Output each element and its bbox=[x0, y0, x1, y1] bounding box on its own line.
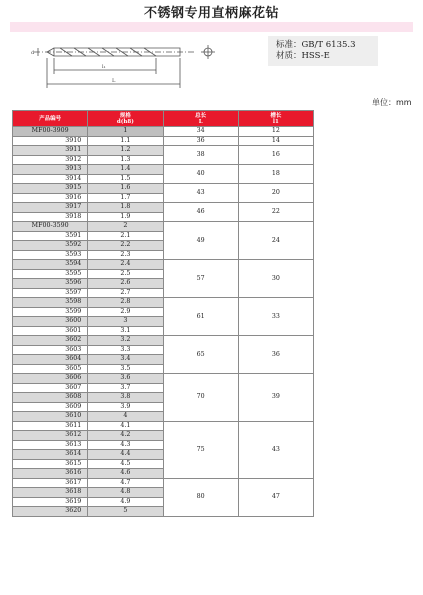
total-length-cell: 34 bbox=[163, 127, 238, 137]
header-sub: d(h8) bbox=[116, 118, 134, 125]
product-code-cell: 3607 bbox=[13, 383, 88, 393]
diameter-cell: 4.6 bbox=[88, 469, 163, 479]
page-title: 不锈钢专用直柄麻花钻 bbox=[143, 6, 279, 21]
flute-length-cell: 18 bbox=[238, 165, 313, 184]
header-label: 规格 bbox=[119, 112, 131, 119]
header-label: 总长 bbox=[195, 112, 207, 119]
diameter-cell: 3.7 bbox=[88, 383, 163, 393]
table-row bbox=[13, 127, 314, 137]
total-length-cell: 43 bbox=[163, 184, 238, 203]
product-code-cell: 3593 bbox=[13, 250, 88, 260]
table-row bbox=[13, 421, 314, 431]
diameter-cell: 4.7 bbox=[88, 478, 163, 488]
diameter-cell: 3.2 bbox=[88, 336, 163, 346]
diameter-cell: 1.1 bbox=[88, 136, 163, 146]
product-code-cell: 3614 bbox=[13, 450, 88, 460]
table-row bbox=[13, 184, 314, 194]
diameter-cell: 1.3 bbox=[88, 155, 163, 165]
header-sub: L bbox=[198, 118, 203, 125]
product-code-cell: 3618 bbox=[13, 488, 88, 498]
drill-spec-table bbox=[12, 110, 314, 517]
diameter-cell: 1.4 bbox=[88, 165, 163, 175]
diameter-cell: 2 bbox=[88, 222, 163, 232]
product-code-cell: 3609 bbox=[13, 402, 88, 412]
diameter-cell: 2.2 bbox=[88, 241, 163, 251]
flute-length-label: l₁ bbox=[102, 64, 106, 70]
total-length-cell: 49 bbox=[163, 222, 238, 260]
table-row bbox=[13, 298, 314, 308]
flute-length-cell: 33 bbox=[238, 298, 313, 336]
product-code-cell: 3912 bbox=[13, 155, 88, 165]
header-label: 产品编号 bbox=[39, 115, 62, 122]
product-code-cell: 3917 bbox=[13, 203, 88, 213]
diameter-cell: 3.1 bbox=[88, 326, 163, 336]
diameter-cell: 4.1 bbox=[88, 421, 163, 431]
header-label: 槽长 bbox=[270, 112, 282, 119]
product-code-cell: 3606 bbox=[13, 374, 88, 384]
unit-label: 单位：mm bbox=[372, 98, 412, 107]
diameter-cell: 1.6 bbox=[88, 184, 163, 194]
product-code-cell: 3615 bbox=[13, 459, 88, 469]
diameter-cell: 2.8 bbox=[88, 298, 163, 308]
product-code-cell: 3595 bbox=[13, 269, 88, 279]
product-code-cell: MF00-3590 bbox=[13, 222, 88, 232]
total-length-cell: 80 bbox=[163, 478, 238, 516]
diameter-cell: 2.6 bbox=[88, 279, 163, 289]
flute-length-cell: 39 bbox=[238, 374, 313, 422]
total-length-cell: 38 bbox=[163, 146, 238, 165]
diameter-cell: 1 bbox=[88, 127, 163, 137]
product-code-cell: 3612 bbox=[13, 431, 88, 441]
table-row bbox=[13, 222, 314, 232]
product-code-cell: 3620 bbox=[13, 507, 88, 517]
diameter-cell: 3.4 bbox=[88, 355, 163, 365]
product-code-cell: 3594 bbox=[13, 260, 88, 270]
product-code-cell: 3600 bbox=[13, 317, 88, 327]
spec-text bbox=[268, 36, 378, 62]
product-code-cell: 3610 bbox=[13, 412, 88, 422]
table-header-row bbox=[13, 111, 314, 127]
product-code-cell: 3608 bbox=[13, 393, 88, 403]
diameter-cell: 3.8 bbox=[88, 393, 163, 403]
diameter-cell: 4.2 bbox=[88, 431, 163, 441]
diameter-cell: 1.7 bbox=[88, 193, 163, 203]
diameter-cell: 1.2 bbox=[88, 146, 163, 156]
product-code-cell: 3592 bbox=[13, 241, 88, 251]
diameter-cell: 4 bbox=[88, 412, 163, 422]
total-length-cell: 40 bbox=[163, 165, 238, 184]
table-row bbox=[13, 203, 314, 213]
header-flute-length bbox=[238, 111, 313, 127]
drill-diagram bbox=[30, 34, 230, 90]
total-length-label: L bbox=[112, 78, 116, 84]
diameter-cell: 2.4 bbox=[88, 260, 163, 270]
total-length-cell: 70 bbox=[163, 374, 238, 422]
diameter-cell: 2.9 bbox=[88, 307, 163, 317]
table-row bbox=[13, 165, 314, 175]
diameter-label: d bbox=[31, 50, 35, 56]
table-row bbox=[13, 146, 314, 156]
flute-length-cell: 36 bbox=[238, 336, 313, 374]
flute-length-cell: 24 bbox=[238, 222, 313, 260]
diameter-cell: 4.3 bbox=[88, 440, 163, 450]
product-code-cell: 3604 bbox=[13, 355, 88, 365]
header-product-code bbox=[13, 111, 88, 127]
product-code-cell: 3591 bbox=[13, 231, 88, 241]
flute-length-cell: 16 bbox=[238, 146, 313, 165]
product-code-cell: 3596 bbox=[13, 279, 88, 289]
standard-text: 标准：GB/T 6135.3 bbox=[276, 40, 356, 50]
diameter-cell: 4.5 bbox=[88, 459, 163, 469]
product-code-cell: 3616 bbox=[13, 469, 88, 479]
total-length-cell: 75 bbox=[163, 421, 238, 478]
product-code-cell: MF00-3909 bbox=[13, 127, 88, 137]
table-row bbox=[13, 336, 314, 346]
total-length-cell: 57 bbox=[163, 260, 238, 298]
header-diameter bbox=[88, 111, 163, 127]
diameter-cell: 3.3 bbox=[88, 345, 163, 355]
product-code-cell: 3918 bbox=[13, 212, 88, 222]
header-total-length bbox=[163, 111, 238, 127]
product-code-cell: 3599 bbox=[13, 307, 88, 317]
product-code-cell: 3910 bbox=[13, 136, 88, 146]
table-row bbox=[13, 260, 314, 270]
table-row bbox=[13, 478, 314, 488]
product-code-cell: 3915 bbox=[13, 184, 88, 194]
product-code-cell: 3602 bbox=[13, 336, 88, 346]
flute-length-cell: 20 bbox=[238, 184, 313, 203]
table-row bbox=[13, 136, 314, 146]
product-code-cell: 3617 bbox=[13, 478, 88, 488]
table-body bbox=[13, 127, 314, 517]
flute-length-cell: 12 bbox=[238, 127, 313, 137]
product-code-cell: 3611 bbox=[13, 421, 88, 431]
diameter-cell: 2.7 bbox=[88, 288, 163, 298]
flute-length-cell: 47 bbox=[238, 478, 313, 516]
diameter-cell: 2.5 bbox=[88, 269, 163, 279]
flute-length-cell: 30 bbox=[238, 260, 313, 298]
product-code-cell: 3911 bbox=[13, 146, 88, 156]
diameter-cell: 4.9 bbox=[88, 497, 163, 507]
product-code-cell: 3598 bbox=[13, 298, 88, 308]
diameter-cell: 3.5 bbox=[88, 364, 163, 374]
product-code-cell: 3597 bbox=[13, 288, 88, 298]
table-row bbox=[13, 374, 314, 384]
diameter-cell: 4.4 bbox=[88, 450, 163, 460]
spec-box bbox=[268, 36, 378, 66]
product-code-cell: 3603 bbox=[13, 345, 88, 355]
product-code-cell: 3601 bbox=[13, 326, 88, 336]
total-length-cell: 46 bbox=[163, 203, 238, 222]
diameter-cell: 2.3 bbox=[88, 250, 163, 260]
product-code-cell: 3619 bbox=[13, 497, 88, 507]
decorative-band bbox=[10, 22, 413, 32]
total-length-cell: 65 bbox=[163, 336, 238, 374]
product-code-cell: 3916 bbox=[13, 193, 88, 203]
product-code-cell: 3613 bbox=[13, 440, 88, 450]
diameter-cell: 3.6 bbox=[88, 374, 163, 384]
diameter-cell: 3 bbox=[88, 317, 163, 327]
product-code-cell: 3913 bbox=[13, 165, 88, 175]
diameter-cell: 2.1 bbox=[88, 231, 163, 241]
material-text: 材质：HSS-E bbox=[276, 51, 330, 61]
flute-length-cell: 43 bbox=[238, 421, 313, 478]
diameter-cell: 5 bbox=[88, 507, 163, 517]
total-length-cell: 61 bbox=[163, 298, 238, 336]
flute-length-cell: 22 bbox=[238, 203, 313, 222]
diameter-cell: 1.8 bbox=[88, 203, 163, 213]
diameter-cell: 4.8 bbox=[88, 488, 163, 498]
product-code-cell: 3914 bbox=[13, 174, 88, 184]
flute-length-cell: 14 bbox=[238, 136, 313, 146]
header-sub: l1 bbox=[272, 118, 279, 125]
diameter-cell: 1.5 bbox=[88, 174, 163, 184]
product-code-cell: 3605 bbox=[13, 364, 88, 374]
diameter-cell: 1.9 bbox=[88, 212, 163, 222]
diameter-cell: 3.9 bbox=[88, 402, 163, 412]
total-length-cell: 36 bbox=[163, 136, 238, 146]
